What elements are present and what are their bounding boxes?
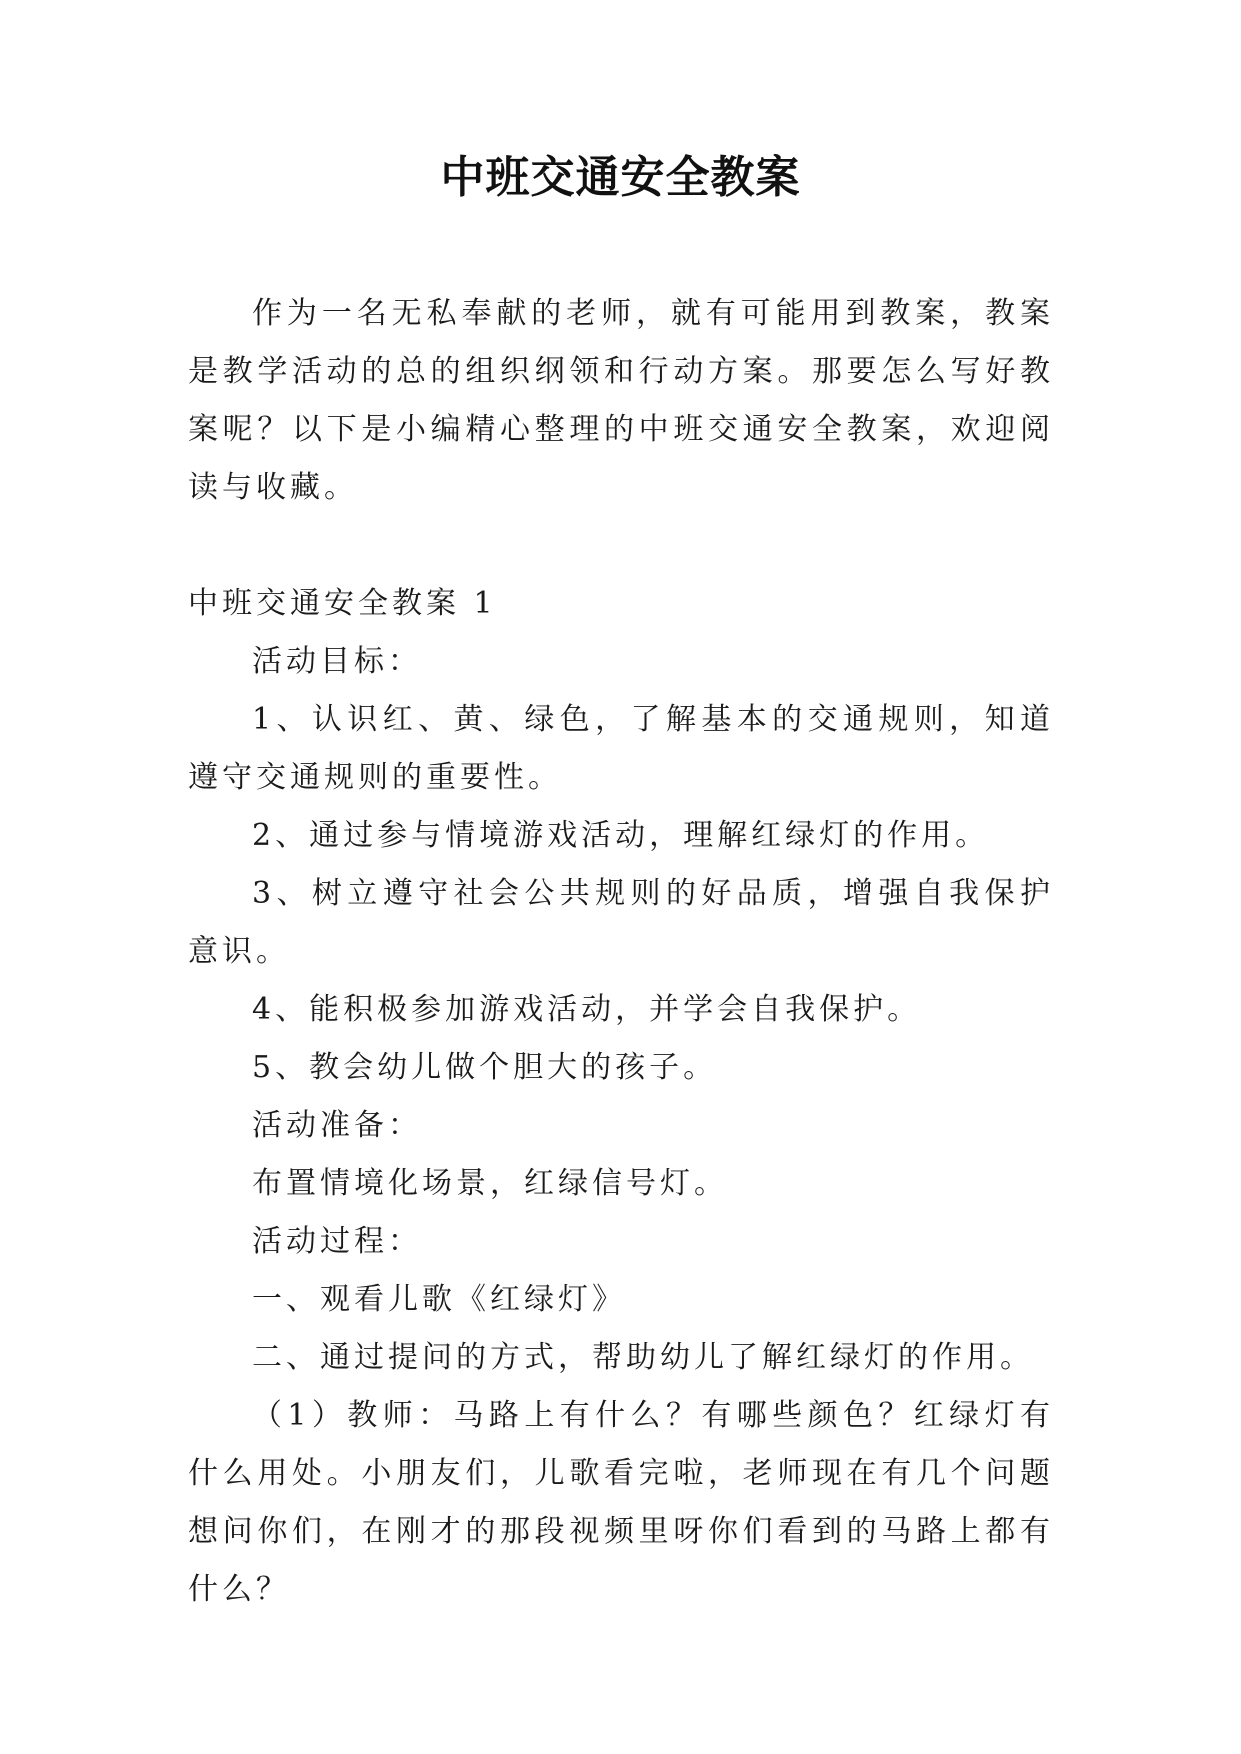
- goal-item: 4、能积极参加游戏活动，并学会自我保护。: [252, 992, 922, 1027]
- prep-label: 活动准备：: [252, 1108, 422, 1143]
- process-step: 一、观看儿歌《红绿灯》: [252, 1282, 626, 1317]
- intro-paragraph: 作为一名无私奉献的老师，就有可能用到教案，教案是教学活动的总的组织纲领和行动方案。那要怎么写好教案呢？以下是小编精心整理的中班交通安全教案，欢迎阅读与收藏。: [188, 296, 1054, 505]
- process-step: 二、通过提问的方式，帮助幼儿了解红绿灯的作用。: [252, 1340, 1034, 1375]
- process-label: 活动过程：: [252, 1224, 422, 1259]
- goal-item: 5、教会幼儿做个胆大的孩子。: [252, 1050, 718, 1085]
- section-spacer: [188, 517, 1054, 575]
- document-body: [188, 285, 1054, 1619]
- process-step: （1）教师：马路上有什么？有哪些颜色？红绿灯有什么用处。小朋友们，儿歌看完啦，老师现在有几个问题想问你们，在刚才的那段视频里呀你们看到的马路上都有什么？: [188, 1398, 1054, 1607]
- section-heading: 中班交通安全教案 1: [188, 586, 497, 621]
- goals-label: 活动目标：: [252, 644, 422, 679]
- goal-item: 2、通过参与情境游戏活动，理解红绿灯的作用。: [252, 818, 990, 853]
- goal-item: 3、树立遵守社会公共规则的好品质，增强自我保护意识。: [188, 876, 1054, 969]
- goal-item: 1、认识红、黄、绿色，了解基本的交通规则，知道遵守交通规则的重要性。: [188, 702, 1054, 795]
- prep-text: 布置情境化场景，红绿信号灯。: [252, 1166, 728, 1201]
- document-title: 中班交通安全教案: [440, 152, 801, 203]
